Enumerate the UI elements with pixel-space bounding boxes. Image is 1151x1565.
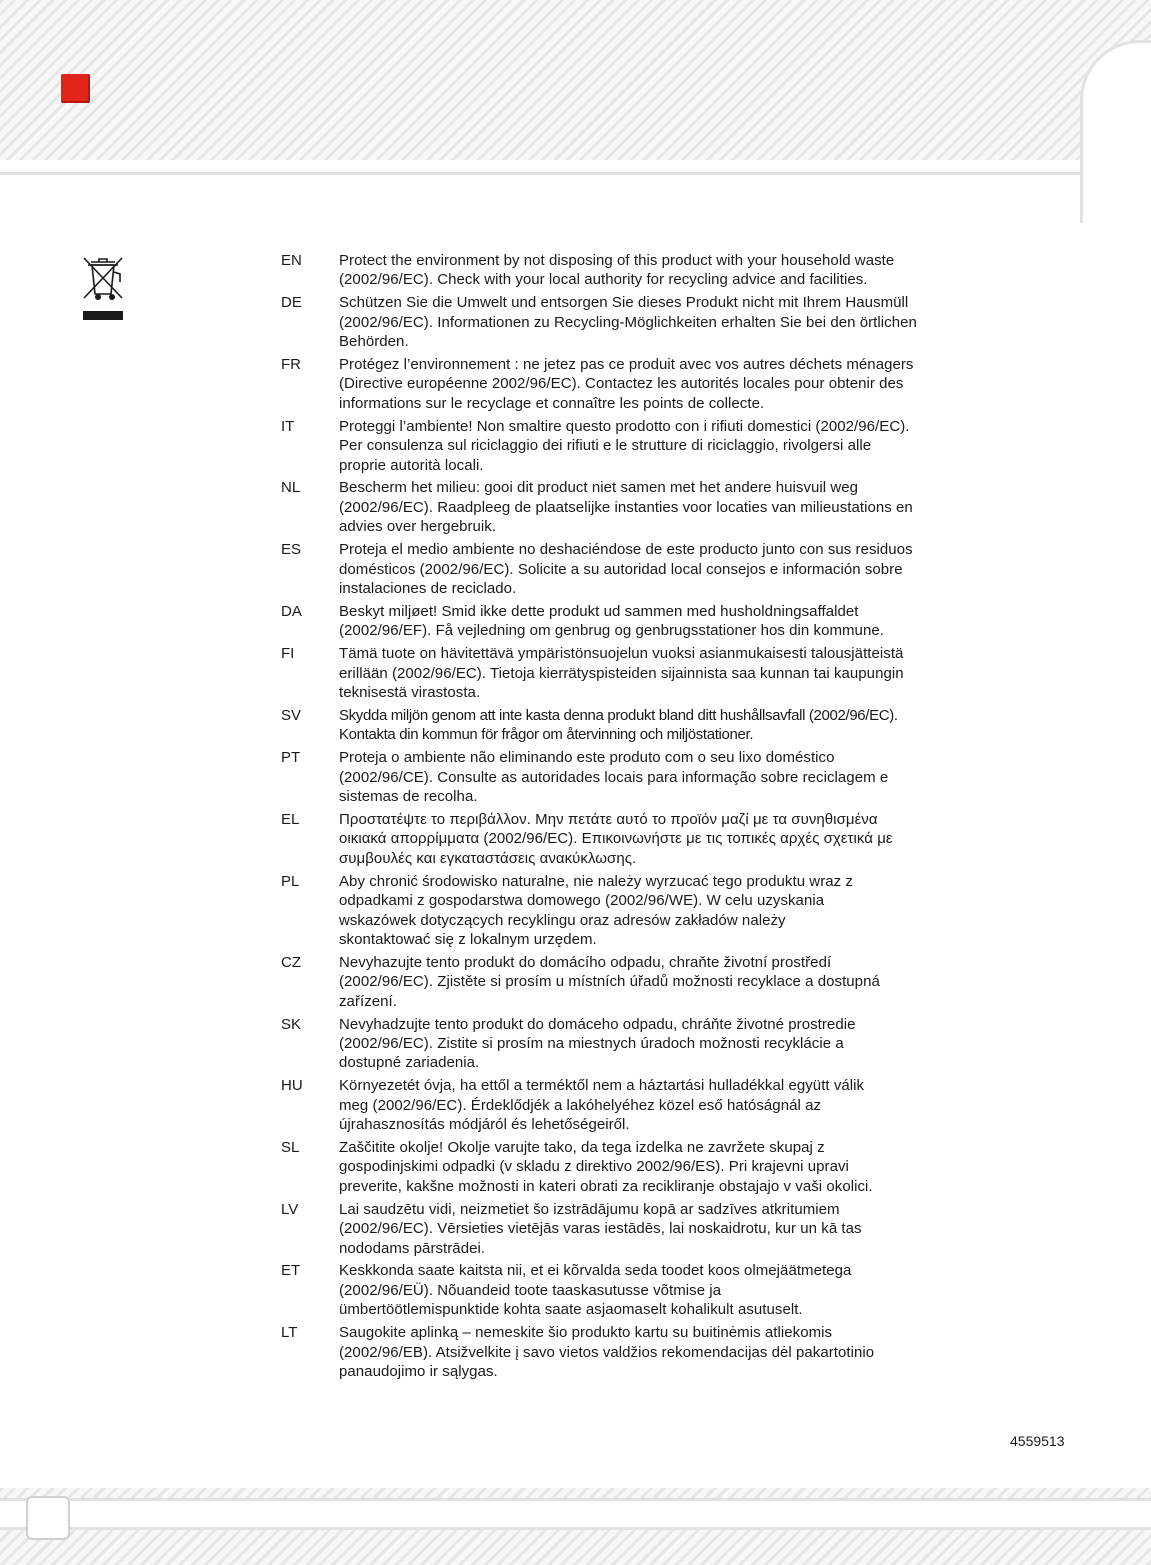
notice-text: Proteja el medio ambiente no deshaciéndose de este producto junto con sus residuos domésticos (2002/96/EC). Solicite a su autoridad local consejos e información sobre instalaciones de reciclado. [339, 541, 913, 597]
notice-item-sv [281, 706, 921, 745]
notice-item-et [281, 1261, 921, 1319]
notice-item-cz [281, 953, 921, 1011]
page-number-box [26, 1496, 70, 1540]
language-code: EN [281, 252, 302, 269]
disposal-notice-list [281, 251, 921, 1385]
notice-text: Skydda miljön genom att inte kasta denna produkt bland ditt hushållsavfall (2002/96/EC). Kontakta din kommun för frågor om återvinning och miljöstationer. [339, 706, 898, 744]
notice-item-da [281, 602, 921, 641]
notice-item-pt [281, 748, 921, 806]
notice-text: Protégez l’environnement : ne jetez pas ce produit avec vos autres déchets ménagers (Directive européenne 2002/96/EC). Contactez les autorités locales pour obtenir des informations sur le recyclage et connaître les points de collecte. [339, 356, 914, 412]
red-square-icon [61, 74, 90, 103]
language-code: SK [281, 1015, 302, 1033]
notice-item-sl [281, 1138, 921, 1196]
notice-item-de [281, 293, 921, 351]
part-number: 4559513 [1010, 1433, 1065, 1449]
notice-item-el [281, 810, 921, 868]
notice-item-fi [281, 644, 921, 702]
notice-item-lv [281, 1200, 921, 1258]
language-code: EL [281, 810, 300, 828]
language-code: DE [281, 294, 302, 312]
notice-text: Προστατέψτε το περιβάλλον. Μην πετάτε αυτό το προϊόν μαζί με τα συνηθισμένα οικιακά απορρίμματα (2002/96/EC). Επικοινωνήστε με τις τοπικές αρχές σχετικά με συμβουλές και εγκαταστάσεις ανακύκλωσης. [339, 810, 893, 867]
notice-item-fr [281, 355, 921, 413]
notice-item-lt [281, 1323, 921, 1381]
language-code: SV [281, 706, 302, 724]
notice-text: Nevyhadzujte tento produkt do domáceho odpadu, chráňte životné prostredie (2002/96/EC). Zistite si prosím na miestnych úradoch možnosti recyklácie a dostupné zariadenia. [339, 1015, 856, 1072]
footer-white-strip [0, 1498, 1151, 1530]
header-divider-line [0, 172, 1151, 175]
language-code: CZ [281, 953, 301, 971]
notice-item-sk [281, 1015, 921, 1073]
language-code: FI [281, 645, 295, 663]
language-code: FR [281, 356, 301, 374]
notice-text: Protect the environment by not disposing of this product with your household waste (2002/96/EC). Check with your local authority for recycling advice and facilities. [339, 252, 895, 289]
language-code: PT [281, 749, 301, 767]
notice-item-es [281, 540, 921, 598]
notice-text: Keskkonda saate kaitsta nii, et ei kõrvalda seda toodet koos olmejäätmetega (2002/96/EÜ). Nõuandeid toote taaskasutusse võtmise ja ümbertöötlemispunktide kohta saate asjaomaselt kohalikult asutuselt. [339, 1262, 852, 1319]
notice-text: Saugokite aplinką – nemeskite šio produkto kartu su buitinėmis atliekomis (2002/96/EB). Atsižvelkite į savo vietos valdžios rekomendacijas dėl pakartotinio panaudojimo ir sąlygas. [339, 1324, 875, 1380]
notice-text: Nevyhazujte tento produkt do domácího odpadu, chraňte životní prostředí (2002/96/EC). Zjistěte si prosím u místních úřadů možnosti recyklace a dostupná zařízení. [339, 953, 880, 1010]
notice-text: Tämä tuote on hävitettävä ympäristönsuojelun vuoksi asianmukaisesti talousjätteistä erillään (2002/96/EC). Tietoja kierrätyspisteiden sijainnista saa kunnan tai kaupungin teknisestä virastosta. [339, 645, 904, 702]
language-code: IT [281, 417, 295, 435]
notice-item-pl [281, 872, 921, 950]
notice-text: Környezetét óvja, ha ettől a terméktől nem a háztartási hulladékkal együtt válik meg (2002/96/EC). Érdeklődjék a lakóhelyéhez közel eső hatóságnál az újrahasznosítás módjáról és lehetőségeiről. [339, 1077, 865, 1134]
language-code: ET [281, 1262, 301, 1280]
notice-text: Aby chronić środowisko naturalne, nie należy wyrzucać tego produktu wraz z odpadkami z gospodarstwa domowego (2002/96/WE). W celu uzyskania wskazówek dotyczących recyklingu oraz adresów zakładów należy skontaktować się z lokalnym urzędem. [339, 872, 853, 948]
notice-text: Beskyt miljøet! Smid ikke dette produkt ud sammen med husholdningsaffaldet (2002/96/EF). Få vejledning om genbrug og genbrugsstationer hos din kommune. [339, 602, 884, 640]
language-code: HU [281, 1077, 303, 1095]
notice-text: Proteja o ambiente não eliminando este produto com o seu lixo doméstico (2002/96/CE). Consulte as autoridades locais para informação sobre reciclagem e sistemas de recolha. [339, 749, 889, 806]
language-code: NL [281, 479, 301, 497]
notice-item-hu [281, 1076, 921, 1134]
notice-text: Schützen Sie die Umwelt und entsorgen Sie dieses Produkt nicht mit Ihrem Hausmüll (2002/96/EC). Informationen zu Recycling-Möglichkeiten erhalten Sie bei den örtlichen Behörden. [339, 294, 917, 351]
language-code: LT [281, 1324, 298, 1342]
notice-item-en [281, 251, 921, 290]
language-code: DA [281, 602, 302, 620]
crossed-out-wheelie-bin-icon [78, 252, 128, 324]
language-code: PL [281, 872, 300, 890]
notice-text: Proteggi l’ambiente! Non smaltire questo prodotto con i rifiuti domestici (2002/96/EC). Per consulenza sul riciclaggio dei rifiuti e le strutture di riciclaggio, rivolgersi alle proprie autorità locali. [339, 417, 910, 474]
notice-text: Bescherm het milieu: gooi dit product niet samen met het andere huisvuil weg (2002/96/EC). Raadpleeg de plaatselijke instanties voor locaties van milieustations en advies over hergebruik. [339, 479, 913, 536]
header-corner-curve [1080, 40, 1151, 223]
notice-item-it [281, 417, 921, 475]
notice-text: Zaščitite okolje! Okolje varujte tako, da tega izdelka ne zavržete skupaj z gospodinjskimi odpadki (v skladu z direktivo 2002/96/ES). Pri krajevni upravi preverite, kakšne možnosti in kateri obrati za recikliranje obstajajo v vaši okolici. [339, 1138, 873, 1195]
language-code: SL [281, 1138, 300, 1156]
language-code: LV [281, 1200, 299, 1218]
language-code: ES [281, 541, 302, 559]
header-white-strip [0, 160, 1151, 200]
notice-item-nl [281, 478, 921, 536]
notice-text: Lai saudzētu vidi, neizmetiet šo izstrādājumu kopā ar sadzīves atkritumiem (2002/96/EC). Vērsieties vietējās varas iestādēs, lai noskaidrotu, kur un kā tas nododams pārstrādei. [339, 1200, 862, 1257]
